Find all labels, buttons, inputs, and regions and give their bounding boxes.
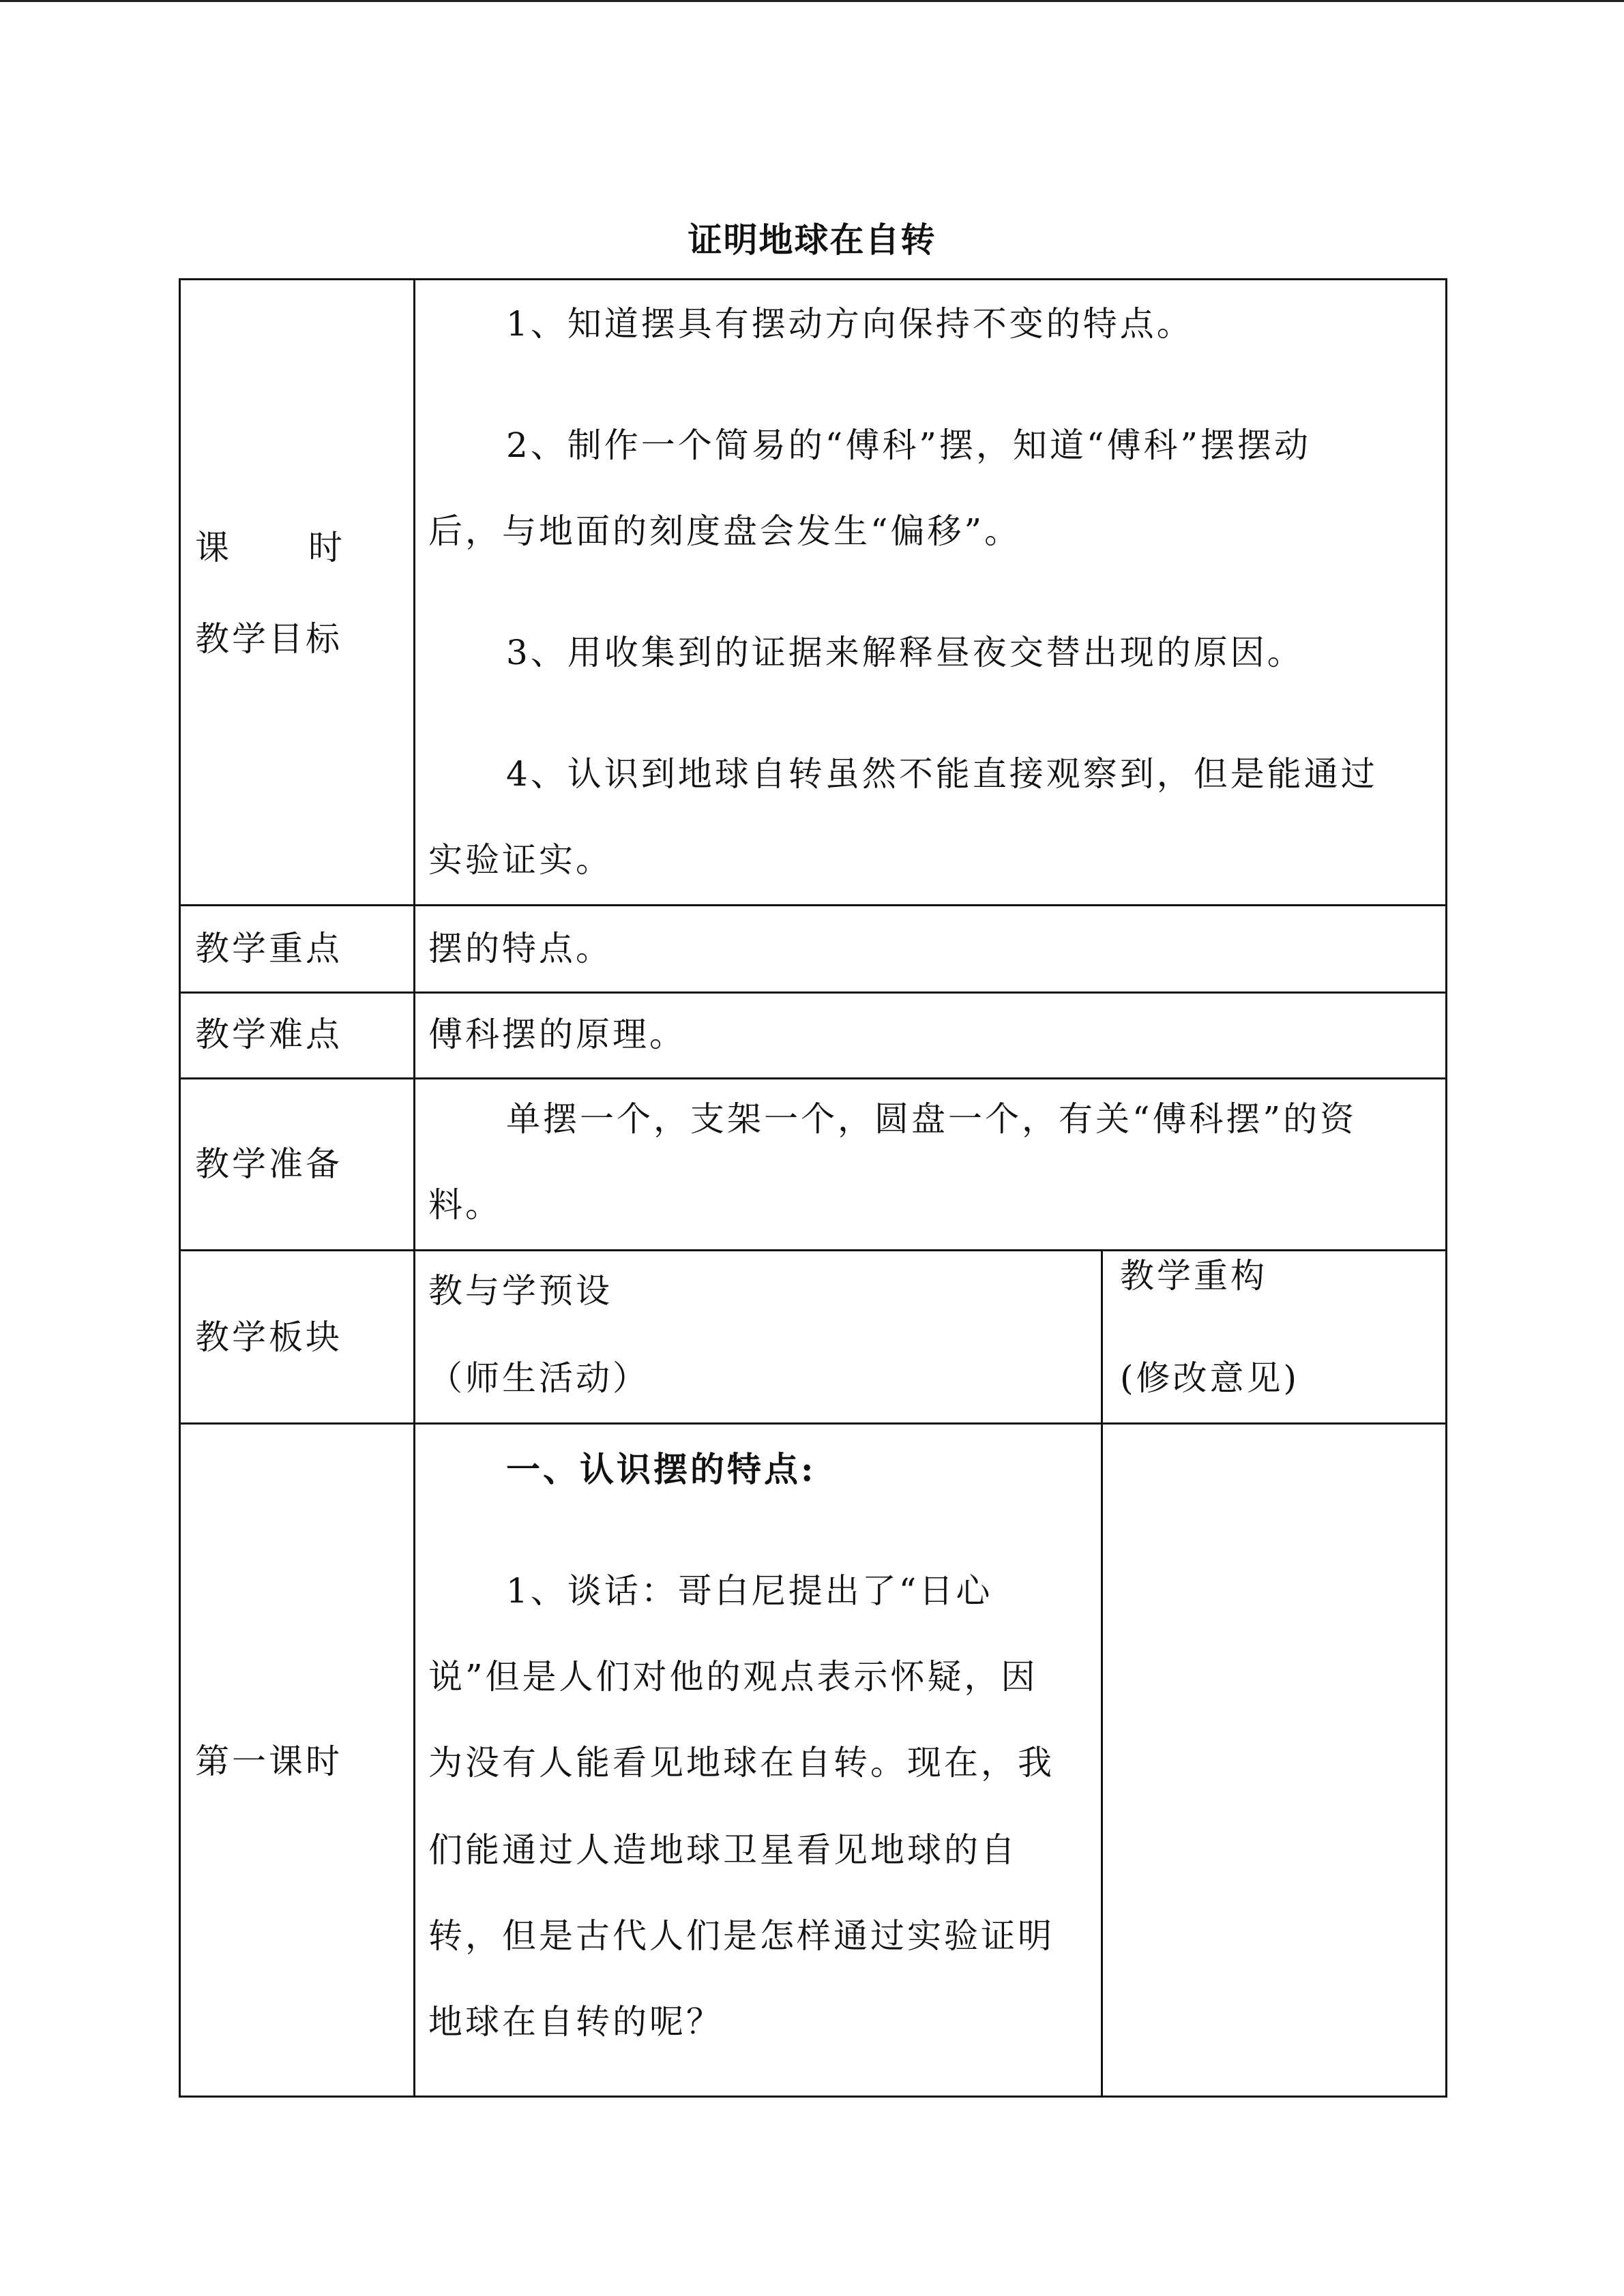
objective-item: 2、制作一个简易的“傅科”摆，知道“傅科”摆摆动 <box>506 426 1312 465</box>
objective-item: 4、认识到地球自转虽然不能直接观察到，但是能通过 <box>506 754 1378 794</box>
revision-column-subtitle: (修改意见) <box>1120 1358 1300 1398</box>
lesson1-label: 第一课时 <box>195 1742 342 1781</box>
objectives-label-b: 时 <box>308 528 345 567</box>
lesson1-line: 们能通过人造地球卫星看见地球的自 <box>428 1830 1018 1870</box>
row-divider <box>179 992 1447 994</box>
column-divider <box>1101 1249 1103 2098</box>
lesson-plan-table <box>179 278 1447 2098</box>
difficulty-value: 傅科摆的原理。 <box>428 1015 686 1054</box>
objective-item: 实验证实。 <box>428 840 612 880</box>
lesson1-line: 1、谈话：哥白尼提出了“日心 <box>506 1571 993 1611</box>
lesson1-line: 地球在自转的呢？ <box>428 2002 723 2042</box>
table-border <box>179 278 1447 2098</box>
objective-item: 3、用收集到的证据来解释昼夜交替出现的原因。 <box>506 633 1304 672</box>
objectives-label: 教学目标 <box>195 619 342 659</box>
preparation-line: 料。 <box>428 1185 502 1225</box>
top-border-line <box>0 0 1624 2</box>
preparation-label: 教学准备 <box>195 1144 342 1184</box>
row-divider <box>179 1249 1447 1251</box>
plan-column-subtitle: （师生活动） <box>428 1358 649 1398</box>
row-divider <box>179 1422 1447 1425</box>
key-point-value: 摆的特点。 <box>428 929 612 968</box>
preparation-line: 单摆一个，支架一个，圆盘一个，有关“傅科摆”的资 <box>506 1099 1357 1139</box>
lesson1-heading: 一、认识摆的特点: <box>506 1449 816 1489</box>
objectives-label-a: 课 <box>195 528 232 567</box>
objective-item: 后，与地面的刻度盘会发生“偏移”。 <box>428 511 1022 551</box>
column-divider <box>413 278 415 2098</box>
plan-column-title: 教与学预设 <box>428 1271 612 1311</box>
objective-item: 1、知道摆具有摆动方向保持不变的特点。 <box>506 304 1194 344</box>
lesson1-line: 说”但是人们对他的观点表示怀疑，因 <box>428 1657 1038 1697</box>
row-divider <box>179 904 1447 906</box>
revision-column-title: 教学重构 <box>1120 1256 1267 1296</box>
lesson1-line: 转，但是古代人们是怎样通过实验证明 <box>428 1916 1054 1956</box>
section-label: 教学板块 <box>195 1317 342 1357</box>
key-point-label: 教学重点 <box>195 929 342 968</box>
row-divider <box>179 1077 1447 1079</box>
difficulty-label: 教学难点 <box>195 1015 342 1054</box>
page-title: 证明地球在自转 <box>688 220 936 260</box>
lesson1-line: 为没有人能看见地球在自转。现在，我 <box>428 1743 1054 1783</box>
